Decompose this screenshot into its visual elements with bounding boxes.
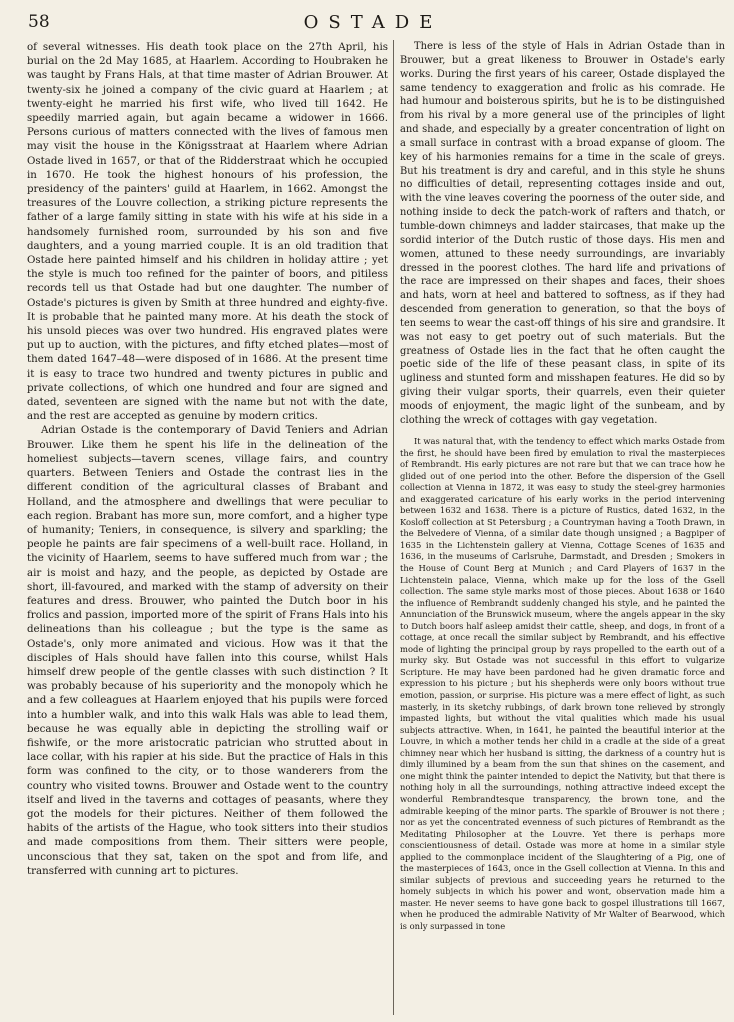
left-paragraph-1: of several witnesses. His death took place on the 27th April, his burial on the 2d May 1685, at Haarlem. According to Houbraken he was taught by Frans Hals, at that time master of Adrian Brouwer. At twenty-six he joined a company of the civic guard at Haarlem ; at twenty-eight he married his first wife, who lived till 1642. He speedily married again, but again became a widower in 1666. Persons curious of matters connected with the lives of famous men may visit the house in the Königsstraat at Haarlem where Adrian Ostade lived in 1657, or that of the Ridderstraat which he occupied in 1670. He took the highest honours of his profession, the presidency of the painters' guild at Haarlem, in 1662. Amongst the treasures of the Louvre collection, a striking picture represents the father of a large family sitting in state with his wife at his side in a handsomely furnished room, surrounded by his son and five daughters, and a young married couple. It is an old tradition that Ostade here painted himself and his children in holiday attire ; yet the style is much too refined for the painter of boors, and pitiless records tell us that Ostade had but one daughter. The number of Ostade's pictures is given by Smith at three hundred and eighty-five. It is probable that he painted many more. At his death the stock of his unsold pieces was over two hundred. His engraved plates were put up to auction, with the pictures, and fifty etched plates—most of them dated 1647–48—were disposed of in 1686. At the present time it is easy to trace two hundred and twenty pictures in public and private collections, of which one hundred and four are signed and dated, seventeen are signed with the name but not with the date, and the rest are accepted as genuine by modern critics. [27, 41, 388, 423]
left-column [27, 40, 388, 878]
page-number: 58 [28, 12, 50, 32]
left-paragraph-2: Adrian Ostade is the contemporary of David Teniers and Adrian Brouwer. Like them he spent his life in the delineation of the homeliest subjects—tavern scenes, village fairs, and country quarters. Between Teniers and Ostade the contrast lies in the different condition of the agricultural classes of Brabant and Holland, and the atmosphere and dwellings that were peculiar to each region. Brabant has more sun, more comfort, and a higher type of humanity; Teniers, in consequence, is silvery and sparkling; the people he paints are fair specimens of a well-built race. Holland, in the vicinity of Haarlem, seems to have suffered much from war ; the air is moist and hazy, and the people, as depicted by Ostade are short, ill-favoured, and marked with the stamp of adversity on their features and dress. Brouwer, who painted the Dutch boor in his frolics and passion, imported more of the spirit of Frans Hals into his delineations than his colleague ; but the type is the same as Ostade's, only more animated and vicious. How was it that the disciples of Hals should have fallen into this course, whilst Hals himself drew people of the gentle classes with such distinction ? It was probably because of his superiority and the monopoly which he and a few colleagues at Haarlem enjoyed that his pupils were forced into a humbler walk, and into this walk Hals was able to lead them, because he was equally able in depicting the strolling waif or fishwife, or the more aristocratic patrician who strutted about in lace collar, with his rapier at his side. But the practice of Hals in this form was confined to the city, or to those wanderers from the country who visited towns. Brouwer and Ostade went to the country itself and lived in the taverns and cottages of peasants, where they got the models for their pictures. Neither of them followed the habits of the artists of the Hague, who took sitters into their studios and made compositions from them. Their sitters were people, unconscious that they sat, taken on the spot and from life, and transferred with cunning art to pictures. [27, 424, 388, 877]
running-title: OSTADE [303, 12, 443, 33]
column-divider [393, 40, 394, 1015]
right-paragraph-1: There is less of the style of Hals in Adrian Ostade than in Brouwer, but a great likeness to Brouwer in Ostade's early works. During the first years of his career, Ostade displayed the same tendency to exaggeration and frolic as his comrade. He had humour and boisterous spirits, but he is to be distinguished from his rival by a more general use of the principles of light and shade, and especially by a greater concentration of light on a small surface in contrast with a broad expanse of gloom. The key of his harmonies remains for a time in the scale of greys. But his treatment is dry and careful, and in this style he shuns no difficulties of detail, representing cottages inside and out, with the vine leaves covering the poorness of the outer side, and nothing inside to deck the patch-work of rafters and thatch, or tumble-down chimneys and ladder staircases, that make up the sordid interior of the Dutch rustic of those days. His men and women, attuned to these needy surroundings, are invariably dressed in the poorest clothes. The hard life and privations of the race are impressed on their shapes and faces, their shoes and hats, worn at heel and battered to softness, as if they had descended from generation to generation, so that the boys of ten seems to wear the cast-off things of his sire and grandsire. It was not easy to get poetry out of such materials. But the greatness of Ostade lies in the fact that he often caught the poetic side of the life of these peasant class, in spite of its ugliness and stunted form and misshapen features. He did so by giving their vulgar sports, their quarrels, even their quieter moods of enjoyment, the magic light of the sunbeam, and by clothing the wreck of cottages with gay vegetation. [400, 41, 725, 426]
page-header [28, 10, 718, 36]
right-column-main [400, 40, 725, 428]
right-paragraph-2: It was natural that, with the tendency to effect which marks Ostade from the first, he should have been fired by emulation to rival the masterpieces of Rembrandt. His early pictures are not rare but that we can trace how he glided out of one period into the other. Before the dispersion of the Gsell collection at Vienna in 1872, it was easy to study the steel-grey harmonies and exaggerated caricature of his early works in the period intervening between 1632 and 1638. There is a picture of Rustics, dated 1632, in the Kosloff collection at St Petersburg ; a Countryman having a Tooth Drawn, in the Belvedere of Vienna, of a similar date though unsigned ; a Bagpiper of 1635 in the Lichtenstein gallery at Vienna, Cottage Scenes of 1635 and 1636, in the museums of Carlsruhe, Darmstadt, and Dresden ; Smokers in the House of Count Berg at Munich ; and Card Players of 1637 in the Lichtenstein palace, Vienna, which make up for the loss of the Gsell collection. The same style marks most of those pieces. About 1638 or 1640 the influence of Rembrandt suddenly changed his style, and he painted the Annunciation of the Brunswick museum, where the angels appear in the sky to Dutch boors half asleep amidst their cattle, sheep, and dogs, in front of a cottage, at once recall the similar subject by Rembrandt, and his effective mode of lighting the principal group by rays propelled to the earth out of a murky sky. But Ostade was not successful in this effort to vulgarize Scripture. He may have been pardoned had he given dramatic force and expression to his picture ; but his shepherds were only boors without true emotion, passion, or surprise. His picture was a mere effect of light, as such masterly, in its sketchy rubbings, of dark brown tone relieved by strongly impasted lights, but without the vital qualities which made his usual subjects attractive. When, in 1641, he painted the beautiful interior at the Louvre, in which a mother tends her child in a cradle at the side of a great chimney near which her husband is sitting, the darkness of a country hut is dimly illumined by a beam from the sun that shines on the casement, and one might think the painter intended to depict the Nativity, but that there is nothing holy in all the surroundings, nothing attractive indeed except the wonderful Rembrandtesque transparency, the brown tone, and the admirable keeping of the minor parts. The sparkle of Brouwer is not there ; nor as yet the concentrated evenness of such pictures of Rembrandt as the Meditating Philosopher at the Louvre. Yet there is perhaps more conscientiousness of detail. Ostade was more at home in a similar style applied to the commonplace incident of the Slaughtering of a Pig, one of the masterpieces of 1643, once in the Gsell collection at Vienna. In this and similar subjects of previous and succeeding years he returned to the homely subjects in which his power and wont, observation made him a master. He never seems to have gone back to gospel illustrations till 1667, when he produced the admirable Nativity of Mr Walter of Bearwood, which is only surpassed in tone [400, 436, 725, 931]
right-column-small-print [400, 436, 725, 933]
